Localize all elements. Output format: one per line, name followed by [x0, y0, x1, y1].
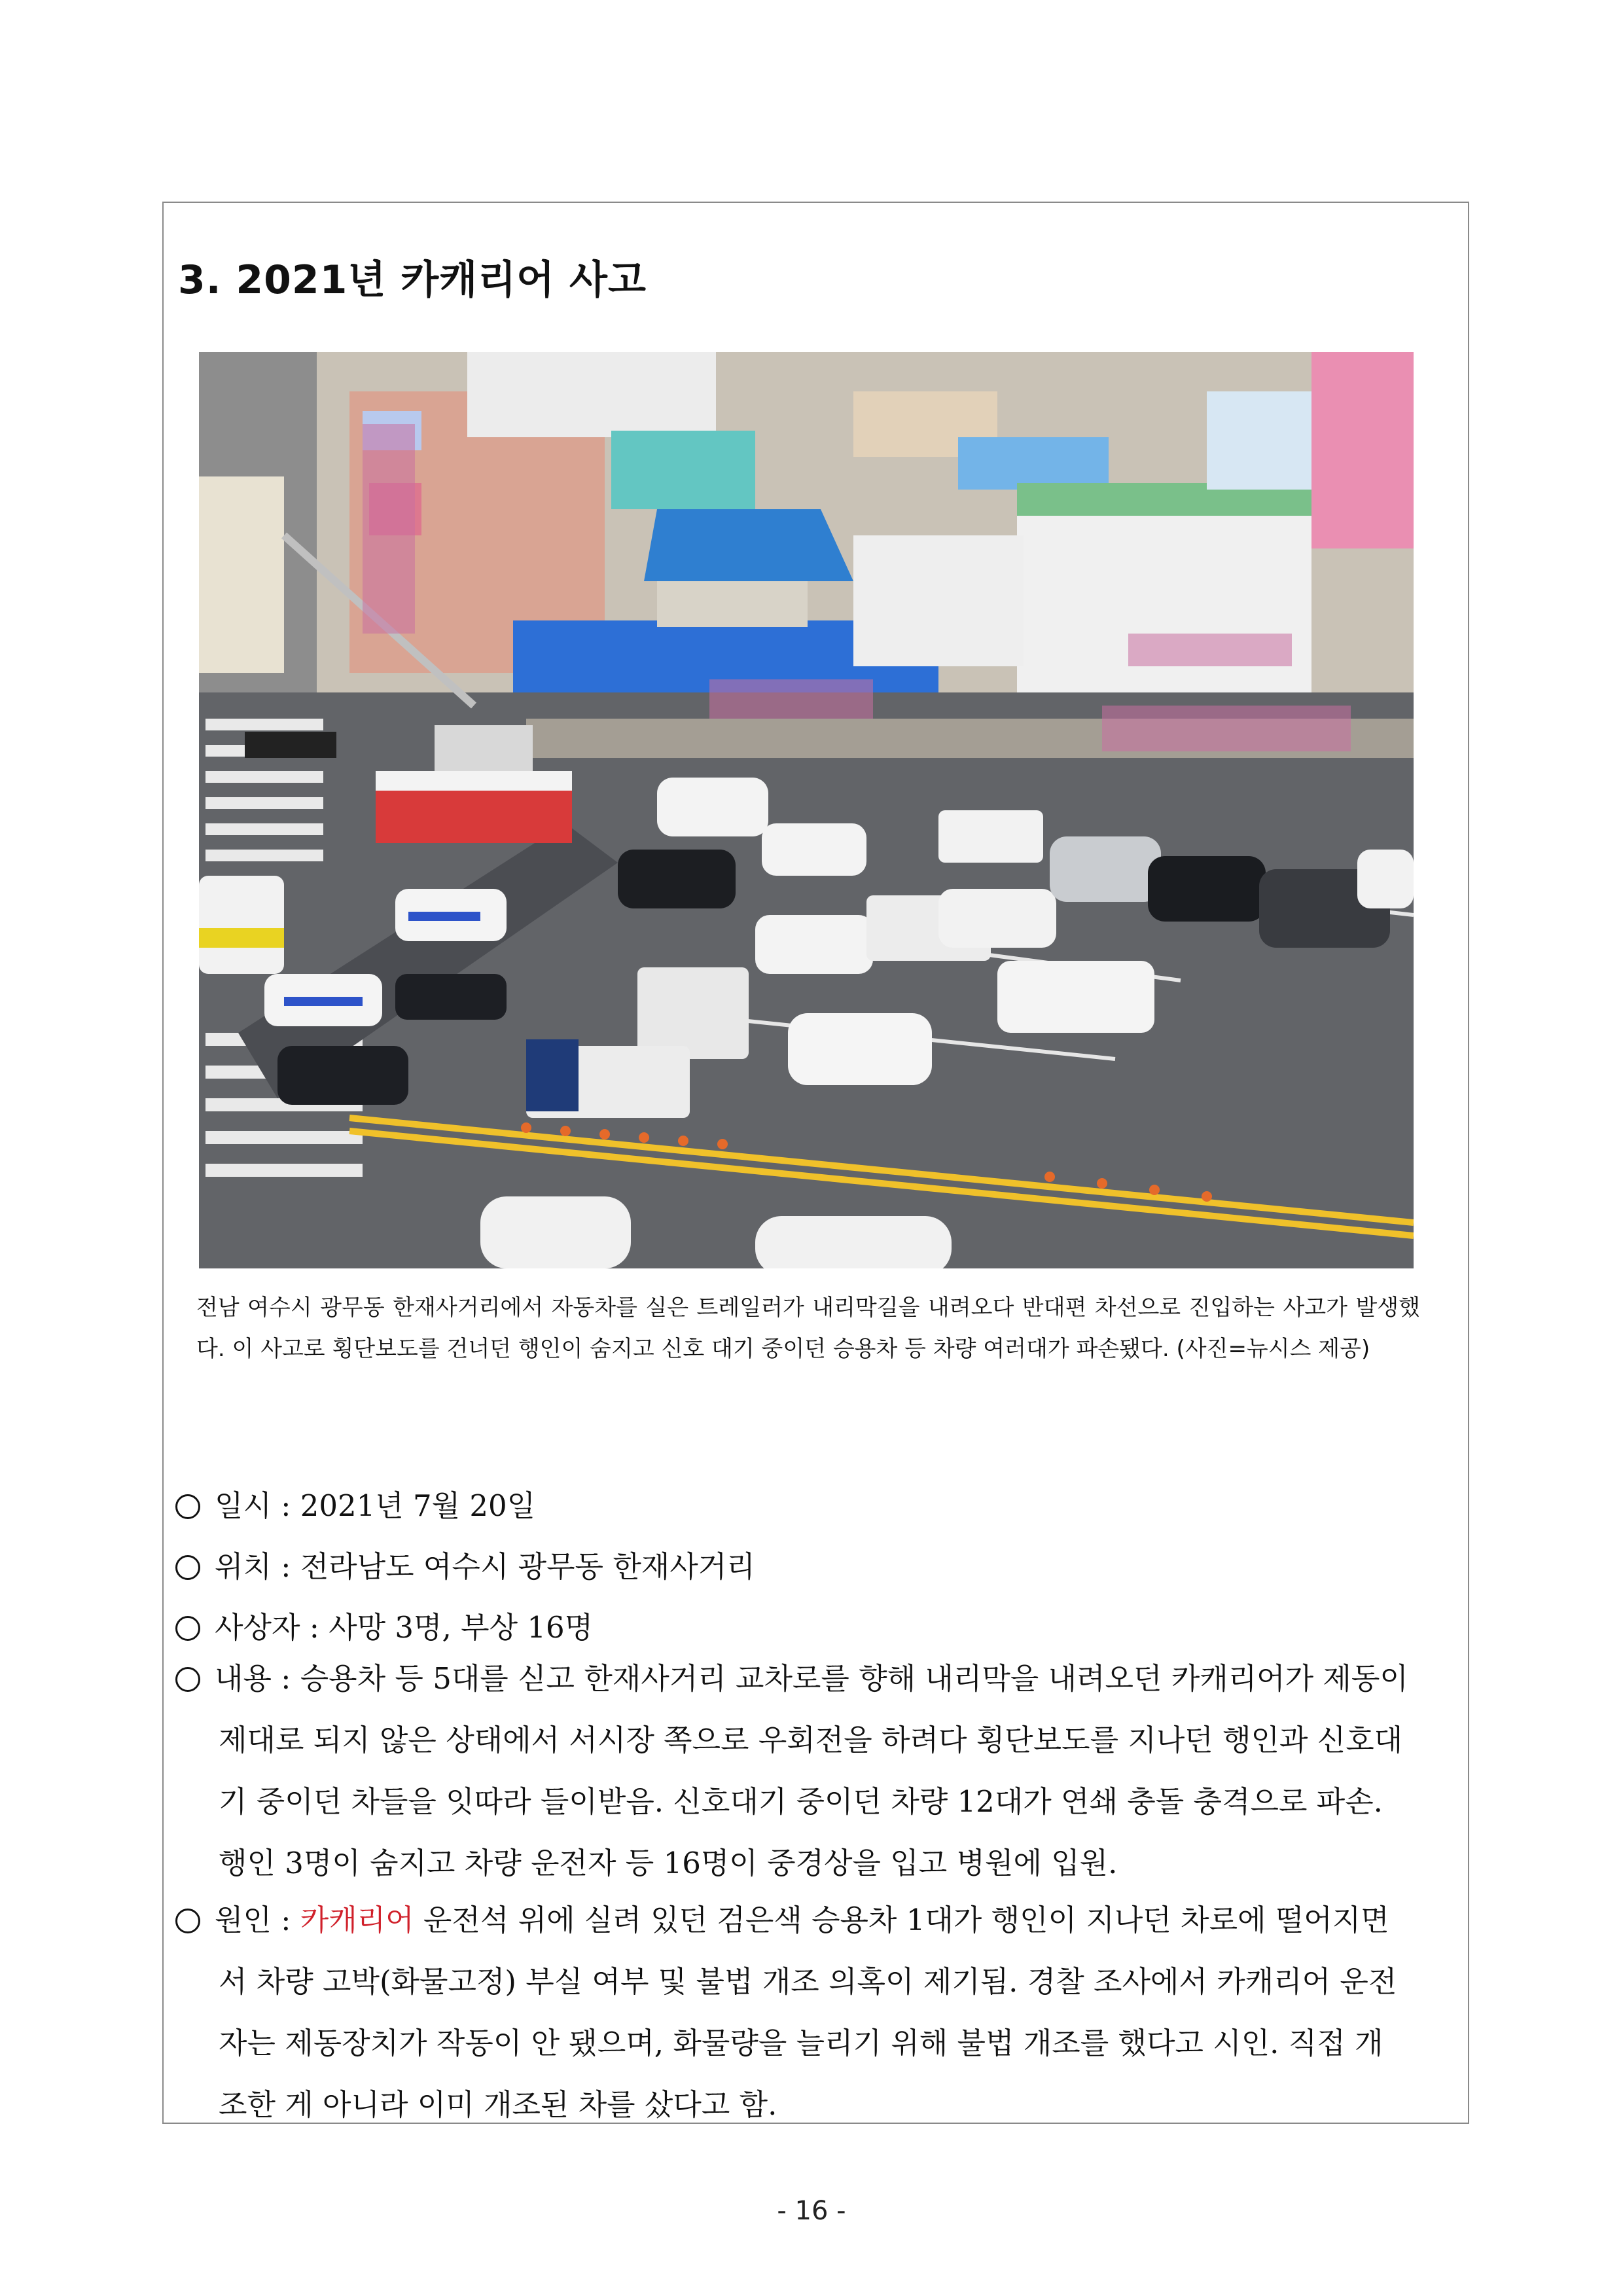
item-location	[175, 1543, 755, 1585]
cause-highlight: 카캐리어	[300, 1903, 414, 1937]
circle-bullet-icon	[175, 1616, 200, 1641]
content-line: 기 중이던 차들을 잇따라 들이받음. 신호대기 중이던 차량 12대가 연쇄 충돌 충격으로 파손.	[219, 1784, 1383, 1819]
circle-bullet-icon	[175, 1555, 200, 1580]
cause-line: 운전석 위에 실려 있던 검은색 승용차 1대가 행인이 지나던 차로에 떨어지면	[414, 1903, 1389, 1937]
circle-bullet-icon	[175, 1909, 200, 1933]
item-cause	[175, 1890, 1458, 2136]
content-line: 행인 3명이 숨지고 차량 운전자 등 16명이 중경상을 입고 병원에 입원.	[219, 1846, 1118, 1880]
content-line: 제대로 되지 않은 상태에서 서시장 쪽으로 우회전을 하려다 횡단보도를 지나던 행인과 신호대	[219, 1723, 1403, 1757]
circle-bullet-icon	[175, 1494, 200, 1519]
item-date	[175, 1482, 535, 1524]
cause-line: 서 차량 고박(화물고정) 부실 여부 및 불법 개조 의혹이 제기됨. 경찰 조사에서 카캐리어 운전	[219, 1964, 1397, 1999]
photo-caption: 전남 여수시 광무동 한재사거리에서 자동차를 실은 트레일러가 내리막길을 내려오다 반대편 차선으로 진입하는 사고가 발생했다. 이 사고로 횡단보도를 건너던 행인이 숨지고 신호 대기 중이던 승용차 등 차량 여러대가 파손됐다. (사진=뉴시스 제공)	[196, 1295, 1420, 1362]
section-heading: 3. 2021년 카캐리어 사고	[178, 257, 647, 303]
item-date-text: 일시 : 2021년 7월 20일	[215, 1488, 536, 1523]
cause-label: 원인 :	[215, 1903, 300, 1937]
circle-bullet-icon	[175, 1667, 200, 1692]
page-number: - 16 -	[777, 2196, 846, 2226]
cause-line: 조한 게 아니라 이미 개조된 차를 샀다고 함.	[219, 2087, 777, 2122]
cause-line: 자는 제동장치가 작동이 안 됐으며, 화물량을 늘리기 위해 불법 개조를 했다고 시인. 직접 개	[219, 2026, 1383, 2060]
accident-photo-illustration	[199, 352, 1414, 1268]
item-casualties-text: 사상자 : 사망 3명, 부상 16명	[215, 1610, 594, 1645]
accident-photo	[199, 352, 1414, 1268]
item-casualties	[175, 1604, 593, 1646]
item-content	[175, 1648, 1458, 1894]
item-location-text: 위치 : 전라남도 여수시 광무동 한재사거리	[215, 1549, 755, 1584]
content-line: 내용 : 승용차 등 5대를 싣고 한재사거리 교차로를 향해 내리막을 내려오던 카캐리어가 제동이	[215, 1661, 1408, 1696]
